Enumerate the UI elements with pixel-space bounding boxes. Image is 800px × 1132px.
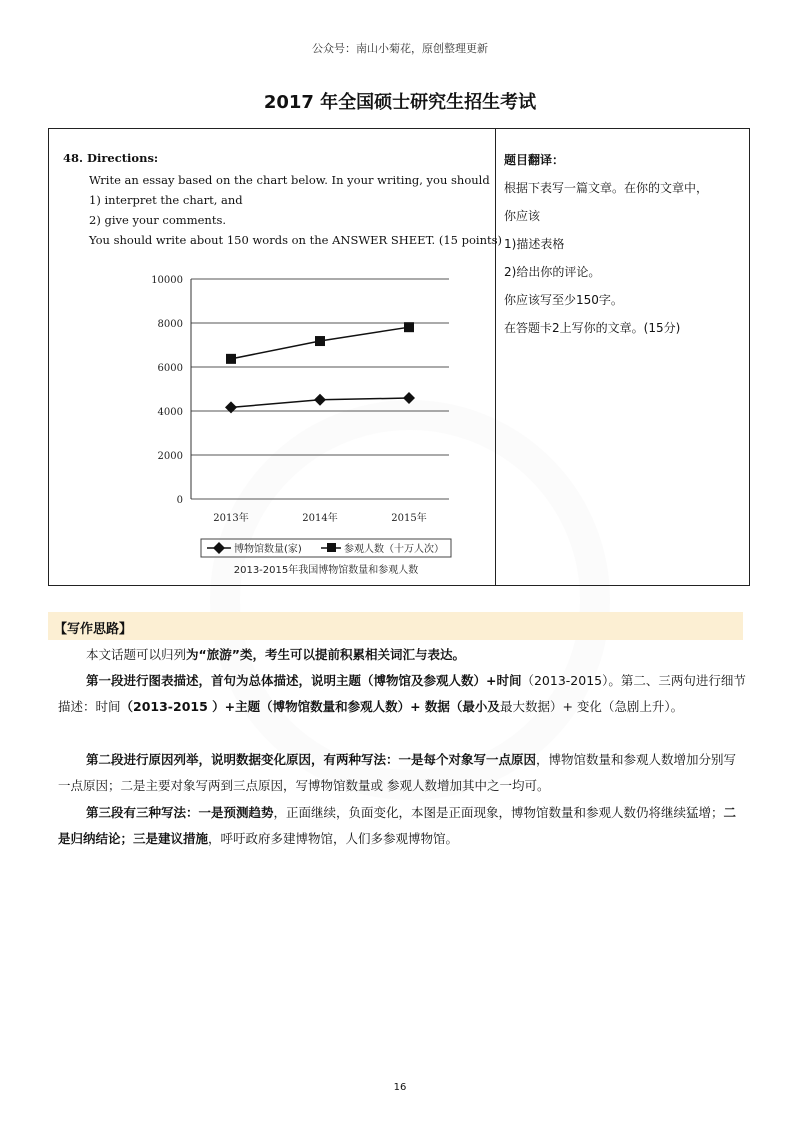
translation-line: 你应该写至少150字。 bbox=[504, 293, 623, 307]
translation-line: 在答题卡2上写你的文章。(15分) bbox=[504, 321, 681, 335]
translation-line: 根据下表写一篇文章。在你的文章中， bbox=[504, 181, 709, 195]
paragraph-run: 。第二、三两句进行细节描述：时间 bbox=[58, 673, 746, 714]
translation-line: 2)给出你的评论。 bbox=[504, 265, 601, 279]
paragraph bbox=[58, 800, 748, 852]
chart-caption: 2013-2015年我国博物馆数量和参观人数 bbox=[233, 565, 419, 576]
translation-line: 1)描述表格 bbox=[504, 237, 565, 251]
directions-line: 2) give your comments. bbox=[89, 213, 227, 227]
directions-line: Write an essay based on the chart below. In your writing, you should bbox=[89, 173, 490, 187]
translation-heading: 题目翻译： bbox=[504, 153, 565, 167]
section-header-bar bbox=[48, 612, 743, 640]
paragraph-run: 本文话题可以归列 bbox=[86, 647, 187, 662]
paragraph-bold-run: 第三段有三种写法：一是预测趋势 bbox=[86, 805, 274, 820]
y-tick-label: 2000 bbox=[157, 451, 183, 462]
y-tick-label: 4000 bbox=[157, 407, 183, 418]
section-title: 【写作思路】 bbox=[54, 622, 133, 637]
directions-heading: 48. Directions: bbox=[63, 151, 159, 165]
data-point-square bbox=[226, 354, 236, 364]
paragraph bbox=[58, 642, 748, 668]
paragraph bbox=[58, 747, 748, 799]
page-title: 2017 年全国硕士研究生招生考试 bbox=[263, 92, 537, 113]
directions-line: You should write about 150 words on the ANSWER SHEET. (15 points) bbox=[89, 233, 503, 247]
translation-line: 你应该 bbox=[504, 209, 541, 223]
paragraph-run: ，正面继续，负面变化，本图是正面现象，博物馆数量和参观人数仍将继续猛增； bbox=[273, 805, 724, 820]
paragraph-bold-run: 为“旅游”类，考生可以提前积累相关词汇与表达。 bbox=[186, 647, 465, 662]
data-point-square bbox=[315, 336, 325, 346]
data-point-square bbox=[404, 322, 414, 332]
directions-cell bbox=[49, 129, 503, 585]
question-table bbox=[48, 128, 750, 586]
paragraph-run: ，呼吁政府多建博物馆，人们多参观博物馆。 bbox=[208, 831, 459, 846]
y-tick-label: 6000 bbox=[157, 363, 183, 374]
y-tick-label: 10000 bbox=[151, 275, 183, 286]
legend-diamond-icon bbox=[213, 542, 225, 554]
paragraph-run: ，博物馆数量和参观人数增加分别写一点原因；二是主要对象写两到三点原因，写博物馆数量或 参观人数增加其中之一均可。 bbox=[58, 752, 737, 793]
data-point-diamond bbox=[314, 394, 326, 406]
paragraph-run: （2013-2015） bbox=[521, 673, 609, 688]
y-tick-label: 0 bbox=[176, 495, 183, 506]
paragraph bbox=[58, 668, 748, 720]
x-tick-label: 2014年 bbox=[302, 513, 338, 524]
paragraph-bold-run: 第二段进行原因列举，说明数据变化原因，有两种写法：一是每个对象写一点原因 bbox=[86, 752, 537, 767]
legend-label: 参观人数（十万人次） bbox=[344, 544, 444, 555]
directions-line: 1) interpret the chart, and bbox=[89, 193, 243, 207]
legend-square-icon bbox=[327, 543, 336, 552]
line-chart bbox=[79, 269, 479, 579]
y-tick-label: 8000 bbox=[157, 319, 183, 330]
paragraph-run: 最大数据）+ 变化（急剧上升）。 bbox=[499, 699, 684, 714]
data-point-diamond bbox=[225, 401, 237, 413]
legend-label: 博物馆数量(家) bbox=[234, 544, 302, 555]
translation-cell bbox=[496, 129, 749, 585]
x-tick-label: 2015年 bbox=[391, 513, 427, 524]
paragraph-bold-run: 第一段进行图表描述，首句为总体描述，说明主题（博物馆及参观人数）+时间 bbox=[86, 673, 522, 688]
paragraph-bold-run: （2013-2015 ）+主题（博物馆数量和参观人数）+ 数据（最小及 bbox=[120, 699, 500, 714]
data-point-diamond bbox=[403, 392, 415, 404]
page-number: 16 bbox=[393, 1082, 407, 1093]
paragraph-bold-run: 二是归纳结论；三是建议措施 bbox=[58, 805, 737, 846]
x-tick-label: 2013年 bbox=[213, 513, 249, 524]
header-note: 公众号：南山小菊花，原创整理更新 bbox=[312, 42, 488, 55]
